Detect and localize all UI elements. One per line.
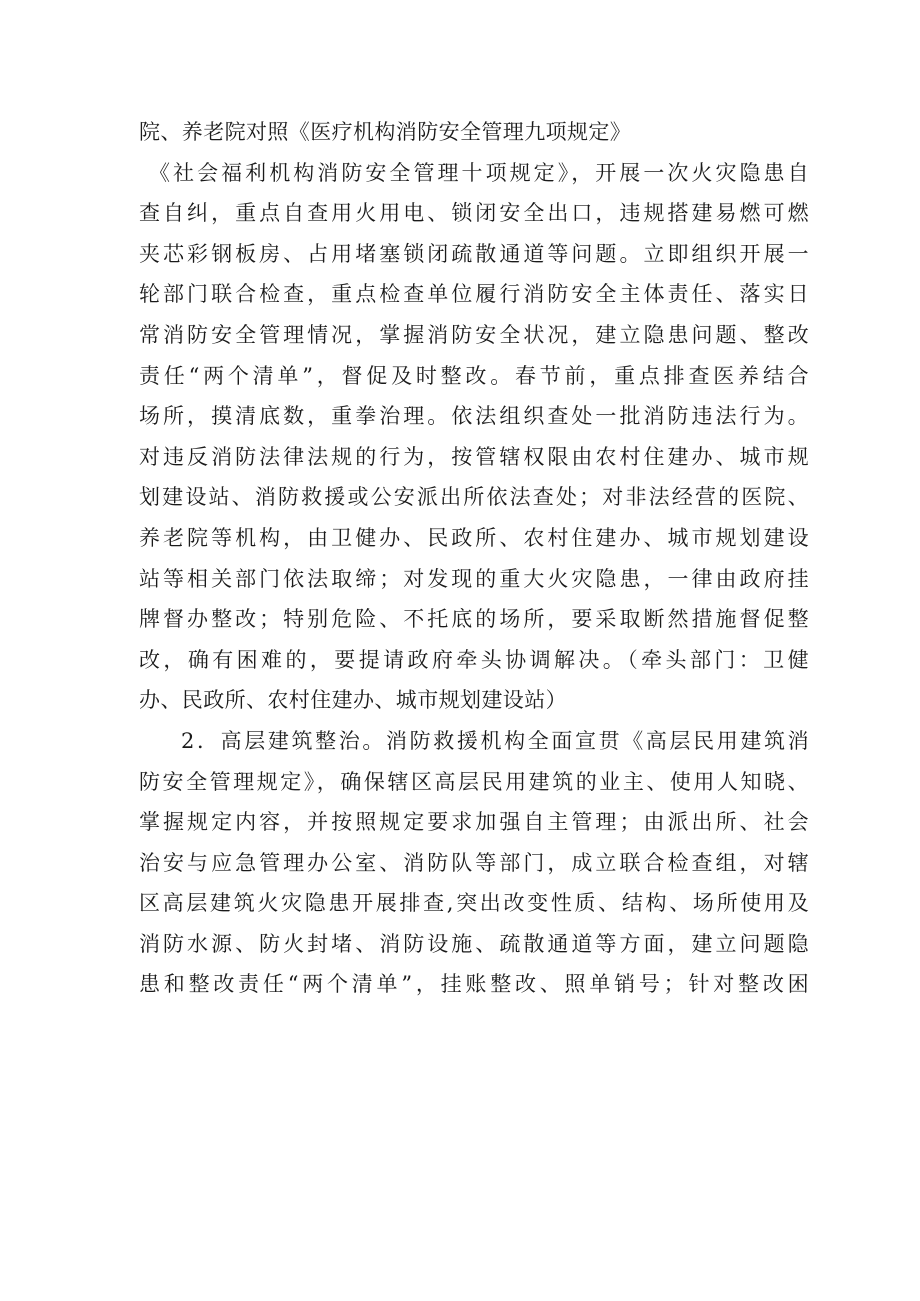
text-line: 掌握规定内容，并按照规定要求加强自主管理；由派出所、社会 (139, 810, 809, 835)
text-line: 消防水源、防火封堵、消防设施、疏散通道等方面，建立问题隐 (139, 931, 809, 956)
text-line: 办、民政所、农村住建办、城市规划建设站） (139, 688, 567, 713)
text-line: 夹芯彩钢板房、占用堵塞锁闭疏散通道等问题。立即组织开展一 (139, 241, 809, 266)
document-body (139, 112, 809, 1005)
text-line: 站等相关部门依法取缔；对发现的重大火灾隐患，一律由政府挂 (139, 566, 809, 591)
text-line: 场所，摸清底数，重拳治理。依法组织查处一批消防违法行为。 (139, 404, 809, 429)
text-line: 《社会福利机构消防安全管理十项规定》，开展一次火灾隐患自 (149, 160, 809, 185)
section-heading-line: 2．高层建筑整治。消防救援机构全面宣贯《高层民用建筑消 (181, 728, 809, 753)
text-line: 患和整改责任“两个清单”，挂账整改、照单销号；针对整改困 (139, 972, 809, 997)
text-line: 治安与应急管理办公室、消防队等部门，成立联合检查组，对辖 (139, 850, 809, 875)
text-line: 查自纠，重点自查用火用电、锁闭安全出口，违规搭建易燃可燃 (139, 201, 809, 226)
text-line: 牌督办整改；特别危险、不托底的场所，要采取断然措施督促整 (139, 607, 809, 632)
text-line: 轮部门联合检查，重点检查单位履行消防安全主体责任、落实日 (139, 282, 809, 307)
text-line: 改，确有困难的，要提请政府牵头协调解决。（牵头部门：卫健 (139, 647, 809, 672)
text-line: 责任“两个清单”，督促及时整改。春节前，重点排查医养结合 (139, 363, 809, 388)
text-line: 防安全管理规定》，确保辖区高层民用建筑的业主、使用人知晓、 (139, 769, 809, 794)
text-line: 院、养老院对照《医疗机构消防安全管理九项规定》 (139, 120, 632, 144)
text-line: 养老院等机构，由卫健办、民政所、农村住建办、城市规划建设 (139, 525, 809, 550)
text-line: 常消防安全管理情况，掌握消防安全状况，建立隐患问题、整改 (139, 322, 809, 347)
text-line: 划建设站、消防救援或公安派出所依法查处；对非法经营的医院、 (139, 485, 809, 510)
text-line: 区高层建筑火灾隐患开展排查,突出改变性质、结构、场所使用及 (139, 891, 809, 916)
text-line: 对违反消防法律法规的行为，按管辖权限由农村住建办、城市规 (139, 444, 809, 469)
